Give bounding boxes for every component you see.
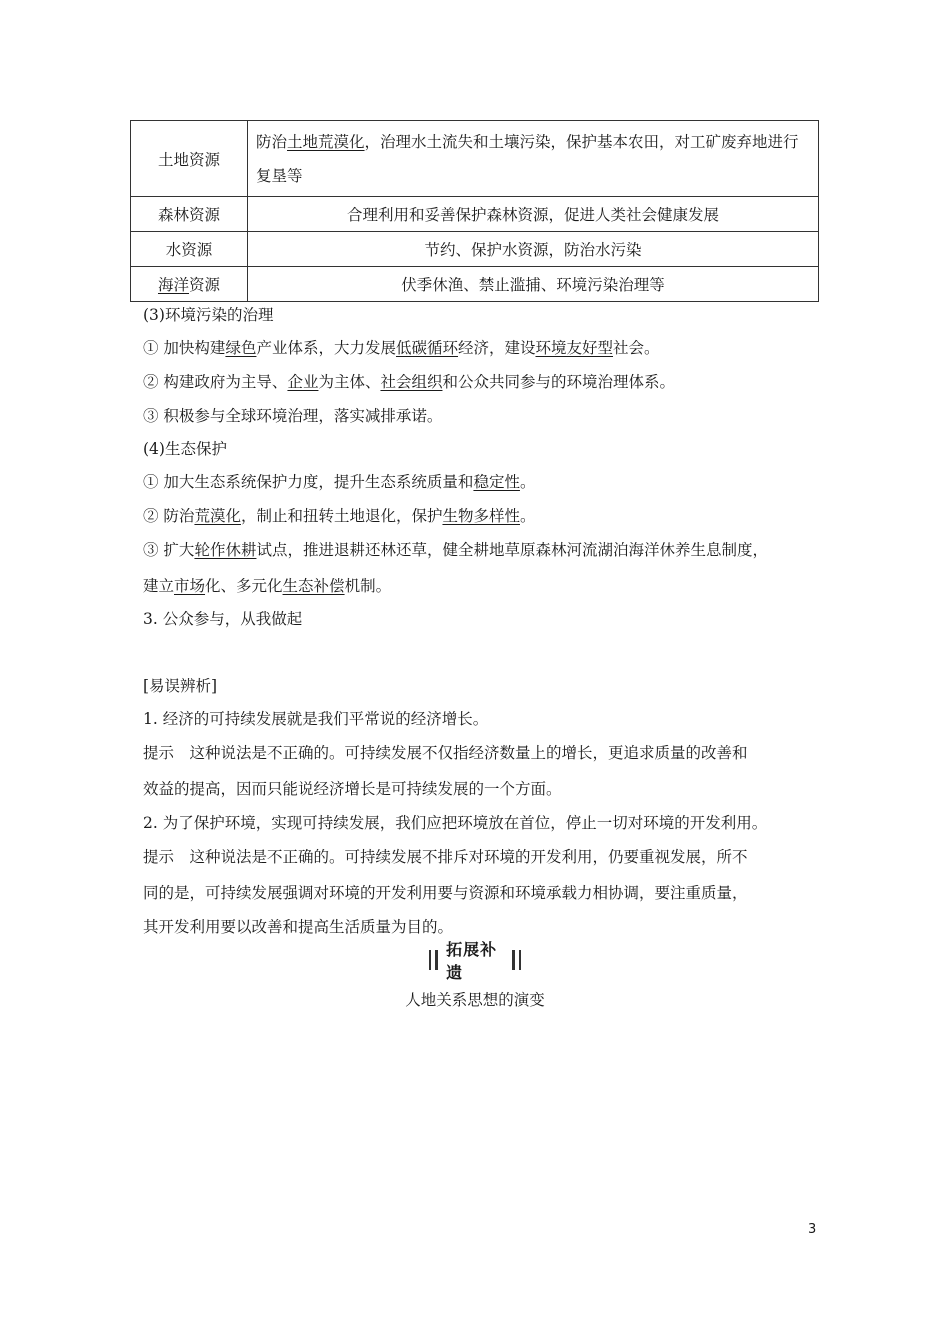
underlined-term: 稳定性 [473,473,520,491]
answer-line: 提示 这种说法是不正确的。可持续发展不排斥对环境的开发利用，仍要重视发展，所不 [143,848,748,866]
underlined-term: 海洋 [157,276,189,294]
banner-bar-icon [429,950,431,970]
table-cell-key: 土地资源 [131,121,248,197]
table-cell-key: 森林资源 [131,197,248,232]
underlined-term: 企业 [287,373,319,391]
banner-title: 拓展补遗 [446,940,498,982]
paragraph-line: ③ 扩大轮作休耕试点，推进退耕还林还草，健全耕地草原森林河流湖泊海洋休养生息制度， [143,541,768,559]
underlined-term: 生物多样性 [442,507,520,525]
table-cell-value: 伏季休渔、禁止滥捕、环境污染治理等 [248,267,819,302]
table-cell-value [248,121,819,197]
underlined-term: 生态补偿 [282,577,345,595]
table-cell-value: 节约、保护水资源，防治水污染 [248,232,819,267]
page-number: 3 [808,1222,817,1237]
table-row [131,197,819,232]
table-row [131,267,819,302]
paragraph-line: ② 防治荒漠化，制止和扭转土地退化，保护生物多样性。 [143,507,536,525]
underlined-term: 低碳循环 [395,339,458,357]
text-segment: 防治 [256,132,288,151]
section-subtitle: 人地关系思想的演变 [405,991,545,1009]
section-heading: (4)生态保护 [143,440,227,458]
paragraph-line: ① 加快构建绿色产业体系，大力发展低碳循环经济，建设环境友好型社会。 [143,339,660,357]
table-cell-key: 水资源 [131,232,248,267]
underlined-term: 市场 [174,577,206,595]
section-banner [427,940,523,982]
answer-line: 效益的提高，因而只能说经济增长是可持续发展的一个方面。 [143,780,562,798]
misconception-heading: [易误辨析] [143,677,218,695]
banner-bar-icon [519,950,521,970]
text-segment: ，治理水土流失和土壤污染，保护基本农田，对工矿废弃地进行复垦等 [256,132,799,185]
underlined-term: 环境友好型 [535,339,614,357]
underlined-term: 土地荒漠化 [287,132,365,151]
table-row [131,232,819,267]
answer-line: 其开发利用要以改善和提高生活质量为目的。 [143,918,454,936]
question-line: 1. 经济的可持续发展就是我们平常说的经济增长。 [143,710,489,728]
table-cell-key [131,267,248,302]
table-row [131,121,819,197]
table-cell-value: 合理利用和妥善保护森林资源，促进人类社会健康发展 [248,197,819,232]
section-heading: (3)环境污染的治理 [143,306,274,324]
question-line: 2. 为了保护环境，实现可持续发展，我们应把环境放在首位，停止一切对环境的开发利用。 [143,814,768,832]
paragraph-line: ① 加大生态系统保护力度，提升生态系统质量和稳定性。 [143,473,536,491]
banner-bar-icon [435,950,438,970]
text-segment: 资源 [189,276,221,294]
underlined-term: 绿色 [225,339,257,357]
banner-bar-icon [512,950,515,970]
underlined-term: 轮作休耕 [194,541,257,559]
paragraph-line: ② 构建政府为主导、企业为主体、社会组织和公众共同参与的环境治理体系。 [143,373,675,391]
answer-line: 同的是，可持续发展强调对环境的开发利用要与资源和环境承载力相协调，要注重质量， [143,884,748,902]
paragraph-line: 建立市场化、多元化生态补偿机制。 [143,577,392,595]
section-heading: 3. 公众参与，从我做起 [143,610,303,628]
underlined-term: 荒漠化 [194,507,241,525]
answer-line: 提示 这种说法是不正确的。可持续发展不仅指经济数量上的增长，更追求质量的改善和 [143,744,748,762]
underlined-term: 社会组织 [380,373,443,391]
resource-protection-table [130,120,819,302]
paragraph-line: ③ 积极参与全球环境治理，落实减排承诺。 [143,407,443,425]
